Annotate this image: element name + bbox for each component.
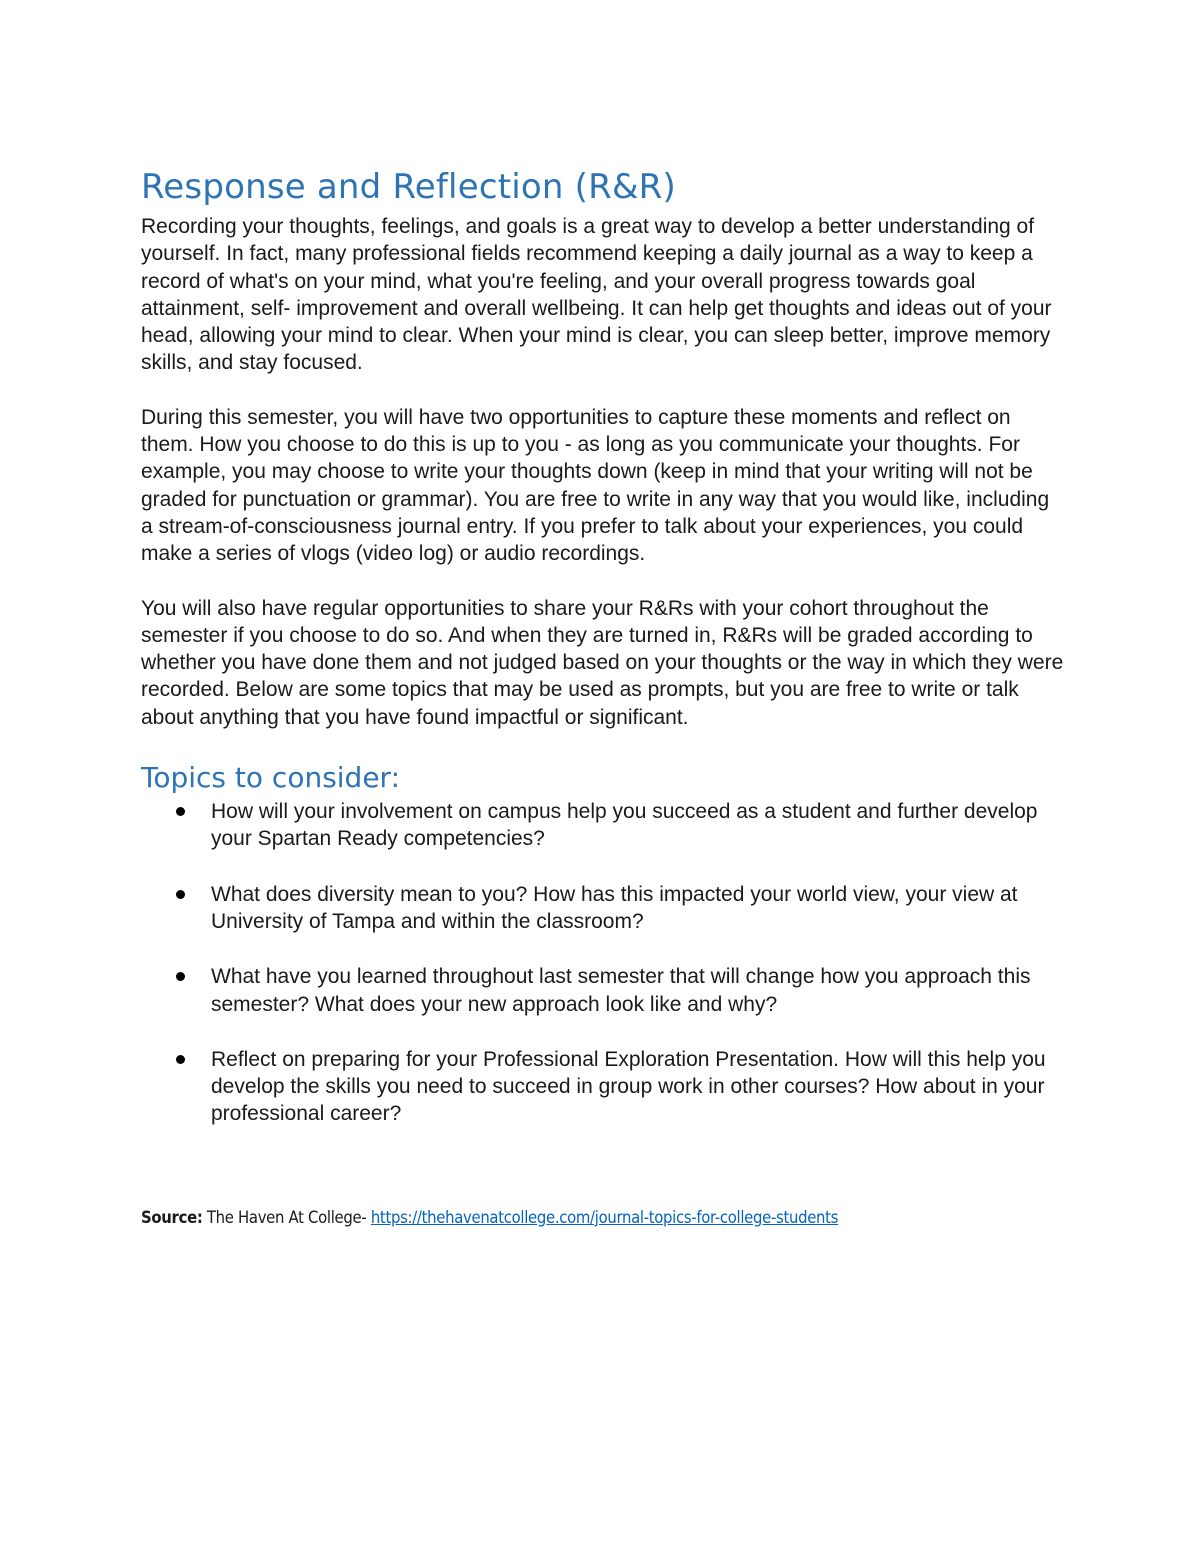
topics-heading: Topics to consider: [141,761,401,795]
intro-paragraph: Recording your thoughts, feelings, and goals is a great way to develop a better understanding of yourself. In fact, many professional fields recommend keeping a daily journal as a way to keep a record of what's on your mind, what you're feeling, and your overall progress towards goal attainment, self- improvement and overall wellbeing. It can help get thoughts and ideas out of your head, allowing your mind to clear. When your mind is clear, you can sleep better, improve memory skills, and stay focused. [141,215,1052,375]
bullet-icon [176,972,185,981]
document-content [141,163,1066,1227]
source-citation [141,1208,1066,1227]
bullet-icon [176,1055,185,1064]
semester-paragraph: During this semester, you will have two opportunities to capture these moments and reflect on them. How you choose to do this is up to you - as long as you communicate your thoughts. For example, you may choose to write your thoughts down (keep in mind that your writing will not be graded for punctuation or grammar). You are free to write in any way that you would like, including a stream-of-consciousness journal entry. If you prefer to talk about your experiences, you could make a series of vlogs (video log) or audio recordings. [141,405,1050,566]
topic-text: Reflect on preparing for your Professional Exploration Presentation. How will this help you develop the skills you need to succeed in group work in other courses? How about in your professional career? [211,1047,1046,1126]
document-title: Response and Reflection (R&R) [141,167,676,207]
topic-text: What have you learned throughout last semester that will change how you approach this semester? What does your new approach look like and why? [211,965,1031,1016]
topics-list [141,798,1066,1128]
topic-item [141,963,1066,1018]
sharing-paragraph: You will also have regular opportunities to share your R&Rs with your cohort throughout the semester if you choose to do so. And when they are turned in, R&Rs will be graded according to whether you have done them and not judged based on your thoughts or the way in which they were recorded. Below are some topics that may be used as prompts, but you are free to write or talk about anything that you have found impactful or significant. [141,596,1064,729]
topic-text: How will your involvement on campus help you succeed as a student and further develop your Spartan Ready competencies? [211,800,1038,851]
topic-text: What does diversity mean to you? How has this impacted your world view, your view at University of Tampa and within the classroom? [211,882,1018,933]
source-label: Source: [141,1207,203,1227]
topic-item [141,1046,1066,1128]
topic-item [141,881,1066,936]
source-text: The Haven At College- [202,1207,371,1227]
bullet-icon [176,807,185,816]
topic-item [141,798,1066,853]
bullet-icon [176,890,185,899]
source-link[interactable]: https://thehavenatcollege.com/journal-topics-for-college-students [370,1207,839,1227]
